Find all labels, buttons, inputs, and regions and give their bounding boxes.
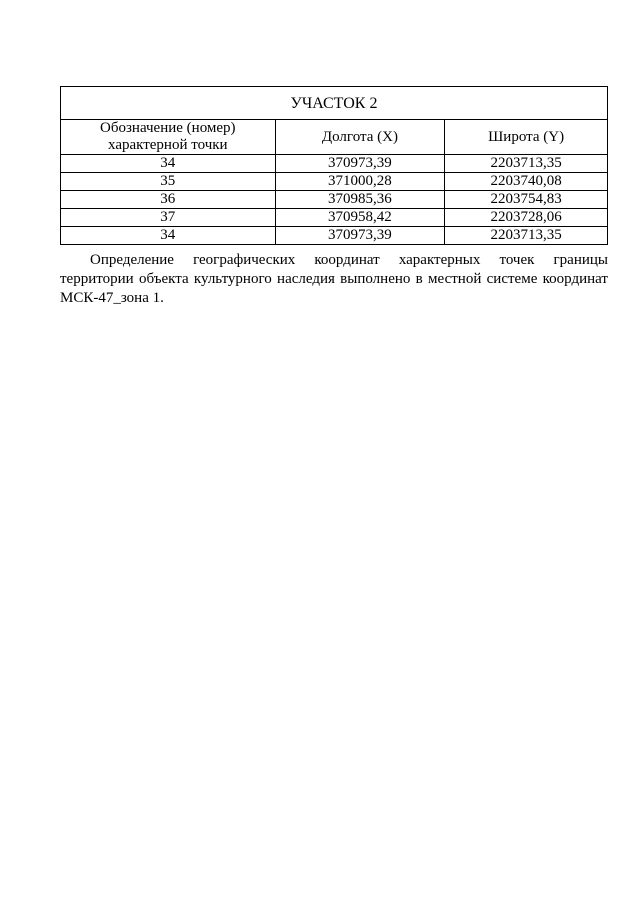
cell-x: 371000,28	[275, 173, 445, 191]
cell-y: 2203728,06	[445, 209, 608, 227]
cell-y: 2203740,08	[445, 173, 608, 191]
cell-point: 34	[61, 155, 276, 173]
coordinates-table	[60, 86, 608, 245]
cell-x: 370958,42	[275, 209, 445, 227]
table-row	[61, 191, 608, 209]
table-row	[61, 227, 608, 245]
cell-point: 36	[61, 191, 276, 209]
cell-point: 37	[61, 209, 276, 227]
coordinate-system-note: Определение географических координат характерных точек границы территории объекта культурного наследия выполнено в местной системе координат МСК-47_зона 1.	[60, 252, 608, 306]
header-longitude: Долгота (X)	[275, 120, 445, 155]
cell-point: 34	[61, 227, 276, 245]
table-row	[61, 173, 608, 191]
cell-x: 370973,39	[275, 227, 445, 245]
cell-y: 2203713,35	[445, 155, 608, 173]
table-header-row	[61, 120, 608, 155]
header-latitude: Широта (Y)	[445, 120, 608, 155]
table-row	[61, 155, 608, 173]
cell-y: 2203713,35	[445, 227, 608, 245]
table-row	[61, 209, 608, 227]
cell-x: 370985,36	[275, 191, 445, 209]
table-title-row	[61, 87, 608, 120]
cell-x: 370973,39	[275, 155, 445, 173]
table-title: УЧАСТОК 2	[61, 87, 608, 120]
header-point-id: Обозначение (номер) характерной точки	[61, 120, 276, 155]
cell-point: 35	[61, 173, 276, 191]
cell-y: 2203754,83	[445, 191, 608, 209]
